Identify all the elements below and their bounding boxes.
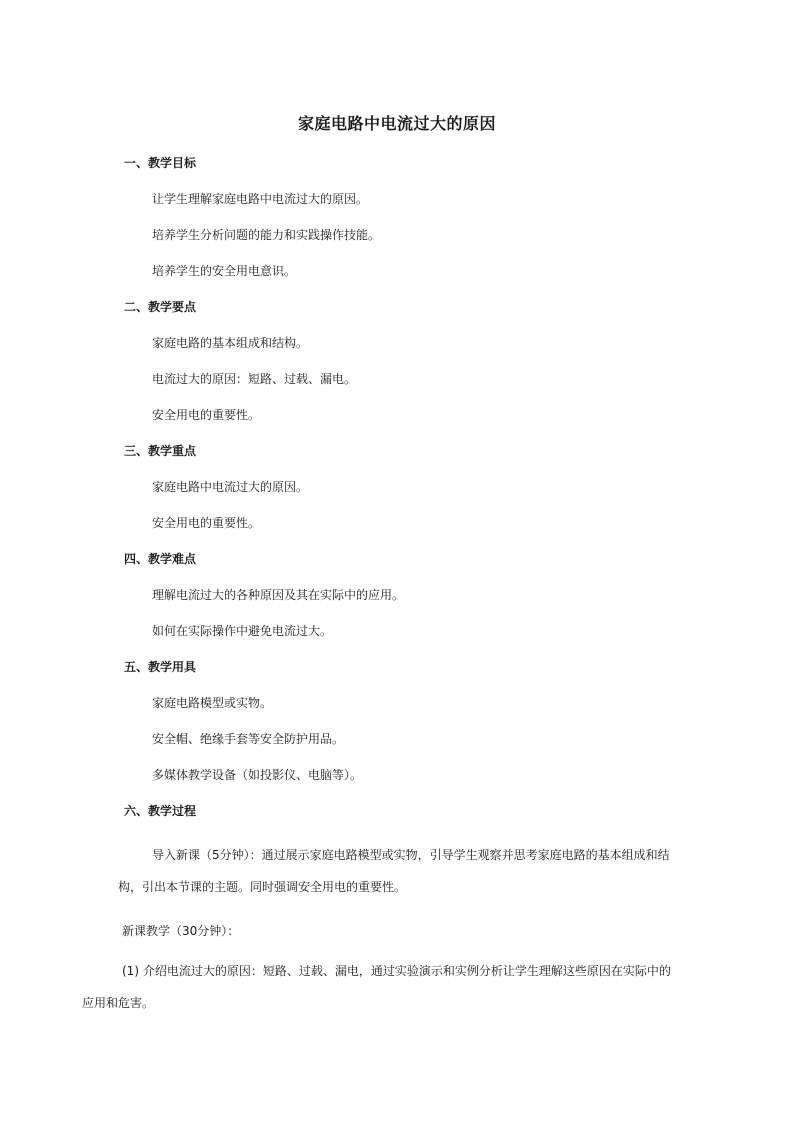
section-heading-difficulties: 四、教学难点: [124, 552, 197, 566]
paragraph: 如何在实际操作中避免电流过大。: [152, 624, 333, 638]
paragraph-new-lesson: 新课教学（30分钟）：: [122, 924, 240, 938]
paragraph: 多媒体教学设备（如投影仪、电脑等）。: [152, 768, 363, 782]
section-heading-key-points: 二、教学要点: [124, 300, 197, 314]
paragraph: 理解电流过大的各种原因及其在实际中的应用。: [152, 588, 405, 602]
paragraph: 安全用电的重要性。: [152, 516, 261, 530]
paragraph: 安全用电的重要性。: [152, 408, 261, 422]
paragraph: 家庭电路中电流过大的原因。: [152, 480, 309, 494]
paragraph-item1-line1: (1) 介绍电流过大的原因：短路、过载、漏电，通过实验演示和实例分析让学生理解这些原因在实际中的: [122, 964, 671, 978]
paragraph: 安全帽、绝缘手套等安全防护用品。: [152, 732, 345, 746]
paragraph: 培养学生的安全用电意识。: [152, 264, 297, 278]
paragraph-intro-line2: 构，引出本节课的主题。同时强调安全用电的重要性。: [118, 880, 407, 894]
paragraph: 家庭电路模型或实物。: [152, 696, 273, 710]
section-heading-process: 六、教学过程: [124, 804, 197, 818]
paragraph-item1-line2: 应用和危害。: [82, 996, 155, 1010]
section-heading-objectives: 一、教学目标: [124, 156, 197, 170]
paragraph: 电流过大的原因：短路、过载、漏电。: [152, 372, 357, 386]
document-title: 家庭电路中电流过大的原因: [297, 114, 496, 133]
paragraph-intro-line1: 导入新课（5分钟）：通过展示家庭电路模型或实物，引导学生观察并思考家庭电路的基本组成和结: [152, 848, 670, 862]
paragraph: 家庭电路的基本组成和结构。: [152, 336, 309, 350]
paragraph: 让学生理解家庭电路中电流过大的原因。: [152, 192, 369, 206]
section-heading-focus: 三、教学重点: [124, 444, 197, 458]
section-heading-tools: 五、教学用具: [124, 660, 197, 674]
paragraph: 培养学生分析问题的能力和实践操作技能。: [152, 228, 381, 242]
